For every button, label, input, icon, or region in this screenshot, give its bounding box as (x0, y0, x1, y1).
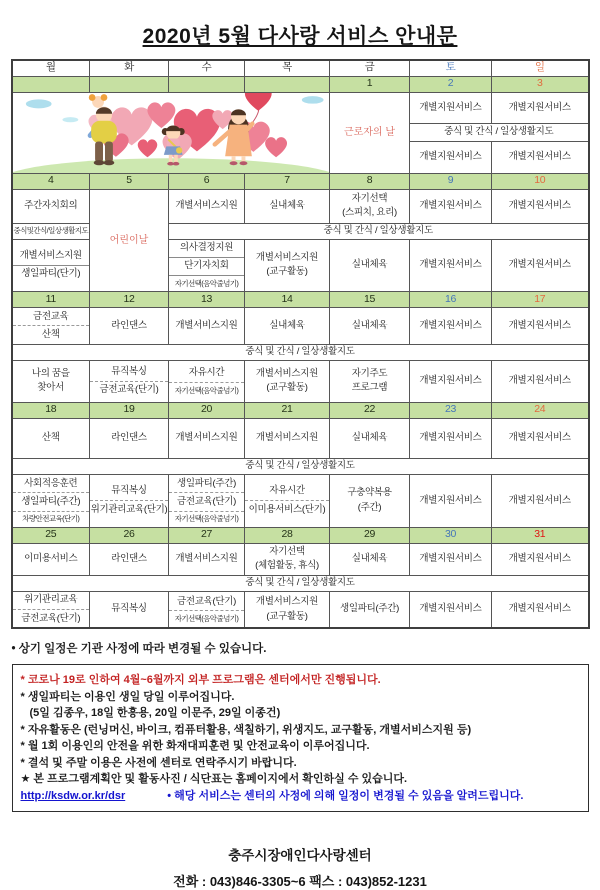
date-cell: 8 (330, 173, 410, 189)
schedule-cell: 개별지원서비스 (492, 474, 589, 527)
schedule-cell: 구충약복용 (주간) (330, 474, 410, 527)
free-activity-note: * 자유활동은 (런닝머신, 바이크, 컴퓨터활용, 색칠하기, 위생지도, 교구활동, 개별서비스지원 등) (20, 723, 472, 736)
schedule-cell: 실내체육 (245, 308, 330, 345)
schedule-cell: 위기관리교육 금전교육(단기) (12, 591, 90, 628)
schedule-cell: 금전교육(단기) 자기선택(음악줄넘기) (169, 591, 245, 628)
schedule-cell: 개별지원서비스 (492, 418, 589, 458)
date-cell (169, 76, 245, 92)
schedule-cell: 실내체육 (330, 308, 410, 345)
schedule-cell: 실내체육 (245, 189, 330, 223)
schedule-cell: 개별지원서비스 (492, 189, 589, 223)
center-name: 충주시장애인다사랑센터 (228, 848, 372, 864)
holiday-cell-workers-day: 근로자의 날 (330, 92, 410, 173)
schedule-cell: 자기주도 프로그램 (330, 360, 410, 402)
date-cell (90, 76, 169, 92)
date-cell: 7 (245, 173, 330, 189)
schedule-cell: 개별지원서비스 (492, 360, 589, 402)
schedule-cell: 산책 (12, 418, 90, 458)
schedule-cell: 라인댄스 (90, 543, 169, 575)
schedule-cell: 개별서비스지원 (169, 543, 245, 575)
schedule-cell: 개별지원서비스 (410, 543, 492, 575)
date-cell (12, 76, 90, 92)
phone-fax-line: 전화 : 043)846-3305~6 팩스 : 043)852-1231 (173, 874, 427, 890)
date-cell: 15 (330, 292, 410, 308)
schedule-cell: 개별지원서비스 (410, 360, 492, 402)
day-header-tue: 화 (90, 60, 169, 76)
date-cell: 10 (492, 173, 589, 189)
schedule-cell: 개별지원서비스 (410, 474, 492, 527)
schedule-cell: 개별서비스지원 (169, 308, 245, 345)
covid-note: * 코로나 19로 인하여 4월~6월까지 외부 프로그램은 센터에서만 진행됩니다. (20, 674, 381, 687)
schedule-cell: 개별지원서비스 (492, 92, 589, 124)
schedule-cell: 개별지원서비스 (410, 141, 492, 173)
schedule-cell: 자기선택 (스피치, 요리) (330, 189, 410, 223)
date-cell: 20 (169, 402, 245, 418)
date-cell: 11 (12, 292, 90, 308)
schedule-cell: 생일파티(주간) 금전교육(단기) 자기선택(음악줄넘기) (169, 474, 245, 527)
lunch-cell: 중식 및 간식 / 일상생활지도 (410, 124, 589, 141)
schedule-cell: 개별지원서비스 (410, 239, 492, 291)
day-header-fri: 금 (330, 60, 410, 76)
lunch-cell: 중식 및 간식 / 일상생활지도 (12, 344, 589, 360)
schedule-change-note: • 상기 일정은 기관 사정에 따라 변경될 수 있습니다. (11, 643, 267, 656)
schedule-cell: 라인댄스 (90, 308, 169, 345)
schedule-cell: 개별지원서비스 (410, 189, 492, 223)
date-cell: 14 (245, 292, 330, 308)
family-illustration (13, 93, 330, 173)
schedule-cell: 개별지원서비스 (410, 418, 492, 458)
day-header-wed: 수 (169, 60, 245, 76)
schedule-cell: 개별서비스지원 (169, 189, 245, 223)
schedule-cell: 개별지원서비스 (492, 141, 589, 173)
date-cell: 22 (330, 402, 410, 418)
safety-note: * 월 1회 이용인의 안전을 위한 화재대피훈련 및 안전교육이 이루어집니다. (20, 740, 370, 753)
date-cell: 25 (12, 527, 90, 543)
date-cell: 2 (410, 76, 492, 92)
date-cell: 13 (169, 292, 245, 308)
date-cell: 5 (90, 173, 169, 189)
date-cell: 21 (245, 402, 330, 418)
date-row-week2 (12, 173, 589, 189)
date-cell: 30 (410, 527, 492, 543)
date-cell: 26 (90, 527, 169, 543)
date-cell: 1 (330, 76, 410, 92)
day-header-sun: 일 (492, 60, 589, 76)
schedule-cell: 개별서비스지원 생일파티(단기) (12, 239, 90, 291)
footer (0, 844, 600, 890)
holiday-cell-childrens-day: 어린이날 (90, 189, 169, 291)
date-cell: 29 (330, 527, 410, 543)
schedule-cell: 뮤직복싱 위기관리교육(단기) (90, 474, 169, 527)
weekday-header-row (12, 60, 589, 76)
notes-box (12, 664, 589, 812)
date-cell: 18 (12, 402, 90, 418)
schedule-cell: 이미용서비스 (12, 543, 90, 575)
date-cell: 16 (410, 292, 492, 308)
date-cell: 6 (169, 173, 245, 189)
birthday-note: * 생일파티는 이용인 생일 당일 이루어집니다. (20, 690, 235, 703)
lunch-cell: 중식 및 간식 / 일상생활지도 (12, 458, 589, 474)
schedule-cell: 뮤직복싱 (90, 591, 169, 628)
schedule-cell: 개별지원서비스 (492, 308, 589, 345)
date-cell (245, 76, 330, 92)
link-row (21, 788, 580, 805)
schedule-cell: 개별지원서비스 (410, 92, 492, 124)
schedule-cell: 실내체육 (330, 418, 410, 458)
schedule-cell: 생일파티(주간) (330, 591, 410, 628)
date-cell: 31 (492, 527, 589, 543)
schedule-cell: 개별지원서비스 (492, 591, 589, 628)
schedule-cell: 나의 꿈을 찾아서 (12, 360, 90, 402)
schedule-cell: 뮤직복싱 금전교육(단기) (90, 360, 169, 402)
page-title: 2020년 5월 다사랑 서비스 안내문 (142, 25, 458, 48)
date-cell: 28 (245, 527, 330, 543)
blue-service-note: • 해당 서비스는 센터의 사정에 의해 일정이 변경될 수 있음을 알려드립니다. (167, 789, 524, 802)
date-row-week4 (12, 402, 589, 418)
homepage-note: ★ 본 프로그램계획안 및 활동사진 / 식단표는 홈페이지에서 확인하실 수 있습니다. (20, 773, 408, 786)
date-cell: 27 (169, 527, 245, 543)
date-cell: 4 (12, 173, 90, 189)
schedule-cell: 개별서비스지원 (교구활동) (245, 591, 330, 628)
schedule-cell: 개별지원서비스 (492, 543, 589, 575)
date-row-week1 (12, 76, 589, 92)
date-cell: 24 (492, 402, 589, 418)
schedule-cell: 개별지원서비스 (410, 591, 492, 628)
lunch-cell: 중식및간식/일상생활지도 (12, 223, 90, 239)
schedule-cell: 개별지원서비스 (410, 308, 492, 345)
schedule-cell: 라인댄스 (90, 418, 169, 458)
date-cell: 9 (410, 173, 492, 189)
date-row-week3 (12, 292, 589, 308)
schedule-cell: 개별서비스지원 (169, 418, 245, 458)
day-header-sat: 토 (410, 60, 492, 76)
day-header-thu: 목 (245, 60, 330, 76)
day-header-mon: 월 (12, 60, 90, 76)
schedule-cell: 의사결정지원 단기자치회 자기선택(음악줄넘기) (169, 239, 245, 291)
birthday-names: (5일 김종우, 18일 한흥용, 20일 이문주, 29일 이종건) (29, 707, 281, 720)
schedule-cell: 개별서비스지원 (교구활동) (245, 239, 330, 291)
date-cell: 23 (410, 402, 492, 418)
schedule-cell: 사회적응훈련 생일파티(주간) 차량안전교육(단기) (12, 474, 90, 527)
lunch-cell: 중식 및 간식 / 일상생활지도 (12, 575, 589, 591)
schedule-cell: 실내체육 (330, 239, 410, 291)
family-illustration-cell (12, 92, 330, 173)
may-schedule-calendar (11, 59, 590, 629)
lunch-cell: 중식 및 간식 / 일상생활지도 (169, 223, 589, 239)
schedule-cell: 개별서비스지원 (245, 418, 330, 458)
schedule-cell: 실내체육 (330, 543, 410, 575)
schedule-cell: 주간자치회의 (12, 189, 90, 223)
date-row-week5 (12, 527, 589, 543)
schedule-cell: 자유시간 자기선택(음악줄넘기) (169, 360, 245, 402)
date-cell: 17 (492, 292, 589, 308)
schedule-cell: 개별서비스지원 (교구활동) (245, 360, 330, 402)
schedule-cell: 자기선택 (체험활동, 휴식) (245, 543, 330, 575)
schedule-cell: 개별지원서비스 (492, 239, 589, 291)
date-cell: 19 (90, 402, 169, 418)
date-cell: 3 (492, 76, 589, 92)
schedule-cell: 자유시간 이미용서비스(단기) (245, 474, 330, 527)
absence-note: * 결석 및 주말 이용은 사전에 센터로 연락주시기 바랍니다. (20, 756, 297, 769)
homepage-link[interactable]: http://ksdw.or.kr/dsr (20, 789, 126, 802)
schedule-cell: 금전교육 산책 (12, 308, 90, 345)
date-cell: 12 (90, 292, 169, 308)
